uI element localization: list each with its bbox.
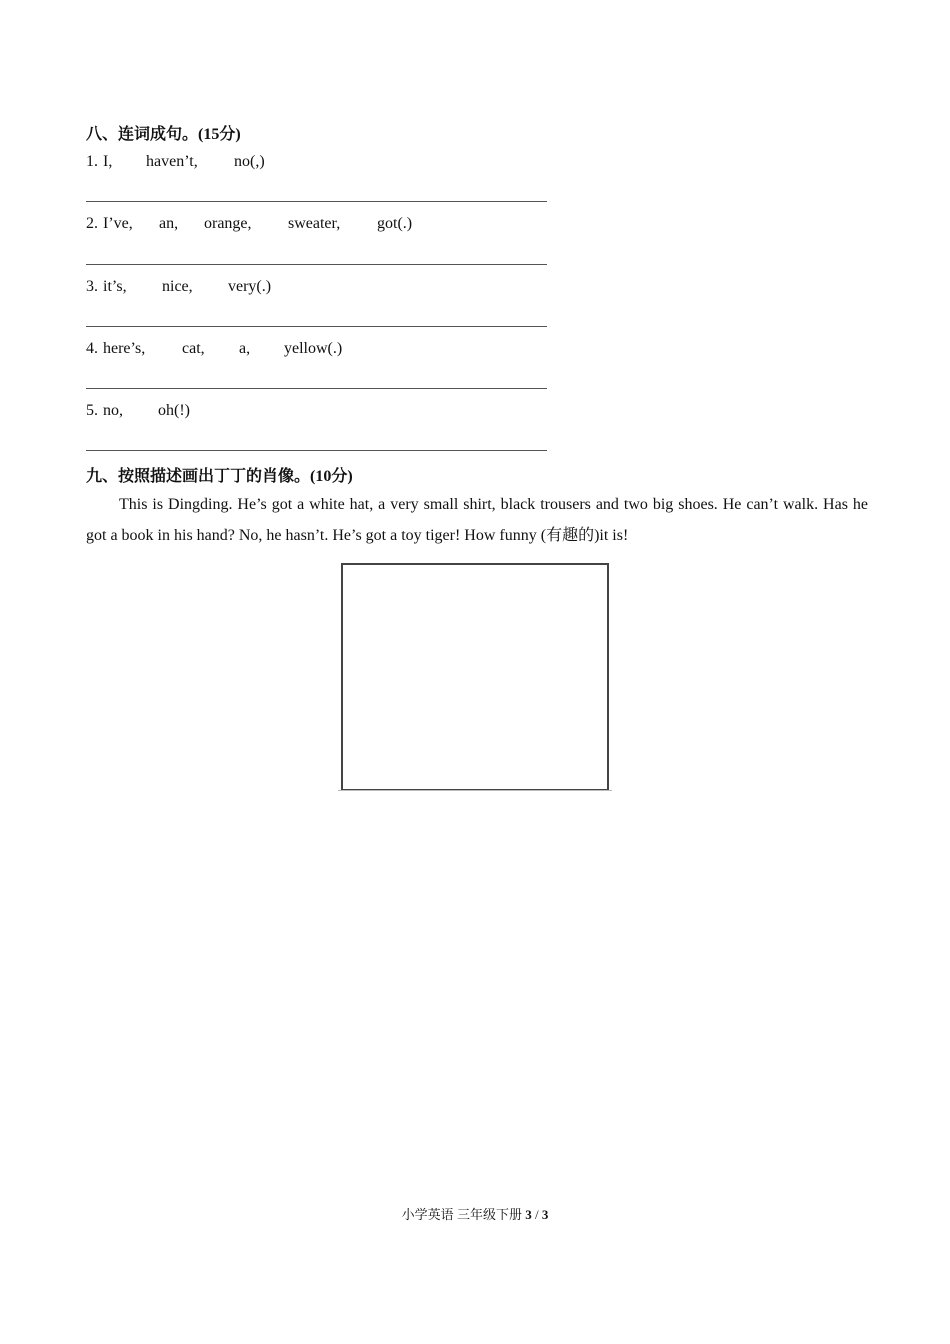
- question-5-number: 5.: [86, 402, 98, 419]
- question-3-word-3: very(.): [228, 278, 272, 295]
- page-footer: [0, 1204, 950, 1223]
- description-passage: This is Dingding. He’s got a white hat, a very small shirt, black trousers and two big shoes. He can’t walk. Has he got a book in his hand? No, he hasn’t. He’s got a toy tiger! How funny (有趣的)it is!: [86, 496, 868, 544]
- question-4-number: 4.: [86, 340, 98, 357]
- question-2-number: 2.: [86, 215, 98, 232]
- question-5-word-1: no,: [103, 402, 123, 419]
- question-5-word-2: oh(!): [158, 402, 190, 419]
- question-4-word-1: here’s,: [103, 340, 146, 357]
- question-2-word-4: sweater,: [288, 215, 341, 232]
- footer-page-number: 3: [525, 1207, 532, 1222]
- question-2-word-2: an,: [159, 215, 179, 232]
- drawing-box[interactable]: [341, 563, 609, 791]
- answer-line-4[interactable]: [86, 388, 547, 389]
- section-8-title: 八、连词成句。: [86, 126, 199, 143]
- section-8-heading: [86, 121, 241, 144]
- question-1-word-2: haven’t,: [146, 153, 198, 170]
- question-2-word-5: got(.): [377, 215, 413, 232]
- answer-line-1[interactable]: [86, 201, 547, 202]
- question-4-word-3: a,: [239, 340, 251, 357]
- question-4-word-4: yellow(.): [284, 340, 343, 357]
- question-3-word-1: it’s,: [103, 278, 127, 295]
- footer-separator: /: [534, 1207, 539, 1222]
- question-1-word-3: no(,): [234, 153, 265, 170]
- question-3-number: 3.: [86, 278, 98, 295]
- drawing-box-shadow: [338, 790, 612, 791]
- question-4-word-2: cat,: [182, 340, 205, 357]
- section-8-score: (15分): [198, 126, 241, 143]
- question-3-word-2: nice,: [162, 278, 193, 295]
- question-2-word-3: orange,: [204, 215, 252, 232]
- answer-line-3[interactable]: [86, 326, 547, 327]
- question-2-word-1: I’ve,: [103, 215, 133, 232]
- footer-page-total: 3: [541, 1207, 549, 1222]
- section-9-title: 九、按照描述画出丁丁的肖像。: [86, 468, 311, 485]
- answer-line-5[interactable]: [86, 450, 547, 451]
- footer-grade: 三年级下册: [456, 1207, 522, 1222]
- footer-subject: 小学英语: [401, 1207, 454, 1222]
- section-9-score: (10分): [310, 468, 353, 485]
- section-9-heading: [86, 463, 353, 486]
- question-1-word-1: I,: [103, 153, 113, 170]
- answer-line-2[interactable]: [86, 264, 547, 265]
- question-1-number: 1.: [86, 153, 98, 170]
